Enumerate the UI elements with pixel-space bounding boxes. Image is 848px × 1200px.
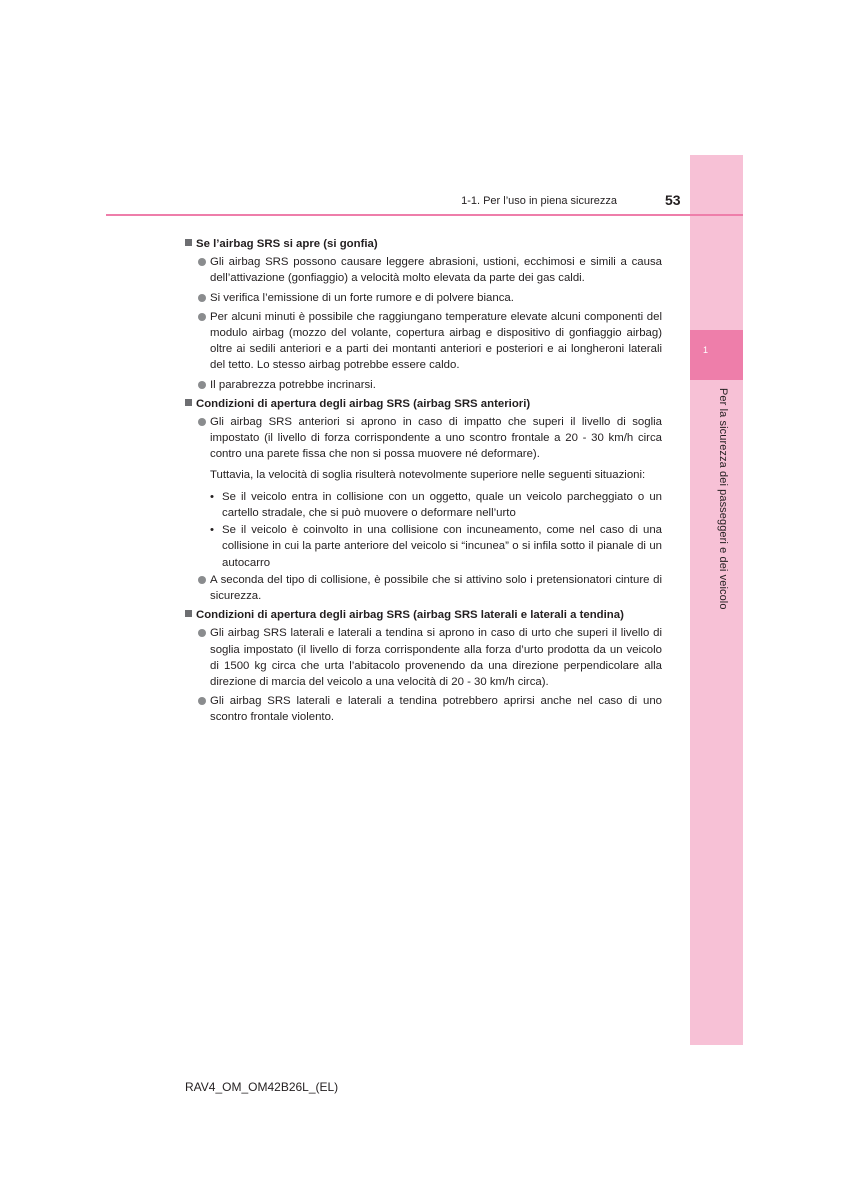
page-content: [185, 236, 662, 729]
header-divider: [106, 214, 743, 216]
square-bullet-icon: [185, 610, 192, 617]
page-number: 53: [665, 192, 681, 208]
sub-list-item: • Se il veicolo entra in collisione con un oggetto, quale un veicolo parcheggiato o un cartello stradale, che si può muovere o deformare nell’urto: [210, 490, 662, 520]
chapter-number: 1: [703, 345, 709, 355]
list-item: Gli airbag SRS laterali e laterali a tendina potrebbero aprirsi anche nel caso di uno scontro frontale violento.: [185, 693, 662, 725]
list-item: Gli airbag SRS laterali e laterali a tendina si aprono in caso di urto che superi il livello di soglia impostato (il livello di forza corrispondente alla forza d’urto prodotta da un veicolo di 1500 kg circa che urta l’abitacolo provenendo da una direzione perpendicolare alla direzione di marcia del veicolo a una velocità di 20 - 30 km/h circa).: [185, 625, 662, 690]
paragraph: Tuttavia, la velocità di soglia risulterà notevolmente superiore nelle seguenti situazioni:: [210, 468, 646, 481]
list-item: Gli airbag SRS anteriori si aprono in caso di impatto che superi il livello di soglia impostato (il livello di forza corrispondente a uno scontro frontale a 20 - 30 km/h circa contro una parete fissa che non si possa muovere né deformare).: [185, 414, 662, 463]
round-bullet-icon: [198, 294, 206, 302]
round-bullet-icon: [198, 258, 206, 266]
chapter-label: Per la sicurezza dei passeggeri e dei veicolo: [717, 388, 729, 610]
round-bullet-icon: [198, 576, 206, 584]
round-bullet-icon: [198, 629, 206, 637]
section-title: 1-1. Per l’uso in piena sicurezza: [461, 195, 617, 207]
section-heading: Se l’airbag SRS si apre (si gonfia): [185, 236, 662, 252]
sub-list-item: • Se il veicolo è coinvolto in una collisione con incuneamento, come nel caso di una collisione in cui la parte anteriore del veicolo si “incunea” o si infila sotto il pianale di un autocarro: [210, 524, 662, 569]
list-item: Si verifica l’emissione di un forte rumore e di polvere bianca.: [185, 290, 662, 306]
round-bullet-icon: [198, 381, 206, 389]
round-bullet-icon: [198, 697, 206, 705]
list-item: Gli airbag SRS possono causare leggere abrasioni, ustioni, ecchimosi e simili a causa dell’attivazione (gonfiaggio) a velocità molto elevata da parte dei gas caldi.: [185, 254, 662, 286]
list-item: Per alcuni minuti è possibile che raggiungano temperature elevate alcuni componenti del modulo airbag (mozzo del volante, copertura airbag e dispositivo di gonfiaggio airbag) oltre ai sedili anteriori e a parti dei montanti anteriori e posteriori e ai longheroni laterali del tetto. Lo stesso airbag potrebbe essere caldo.: [185, 309, 662, 374]
document-code: RAV4_OM_OM42B26L_(EL): [185, 1080, 339, 1094]
round-bullet-icon: [198, 418, 206, 426]
list-item: A seconda del tipo di collisione, è possibile che si attivino solo i pretensionatori cinture di sicurezza.: [185, 572, 662, 604]
chapter-number-tab[interactable]: [690, 330, 743, 380]
list-item: Il parabrezza potrebbe incrinarsi.: [185, 377, 662, 393]
square-bullet-icon: [185, 399, 192, 406]
square-bullet-icon: [185, 239, 192, 246]
section-heading: Condizioni di apertura degli airbag SRS (airbag SRS anteriori): [185, 396, 662, 412]
section-heading: Condizioni di apertura degli airbag SRS (airbag SRS laterali e laterali a tendina): [185, 607, 662, 623]
round-bullet-icon: [198, 313, 206, 321]
